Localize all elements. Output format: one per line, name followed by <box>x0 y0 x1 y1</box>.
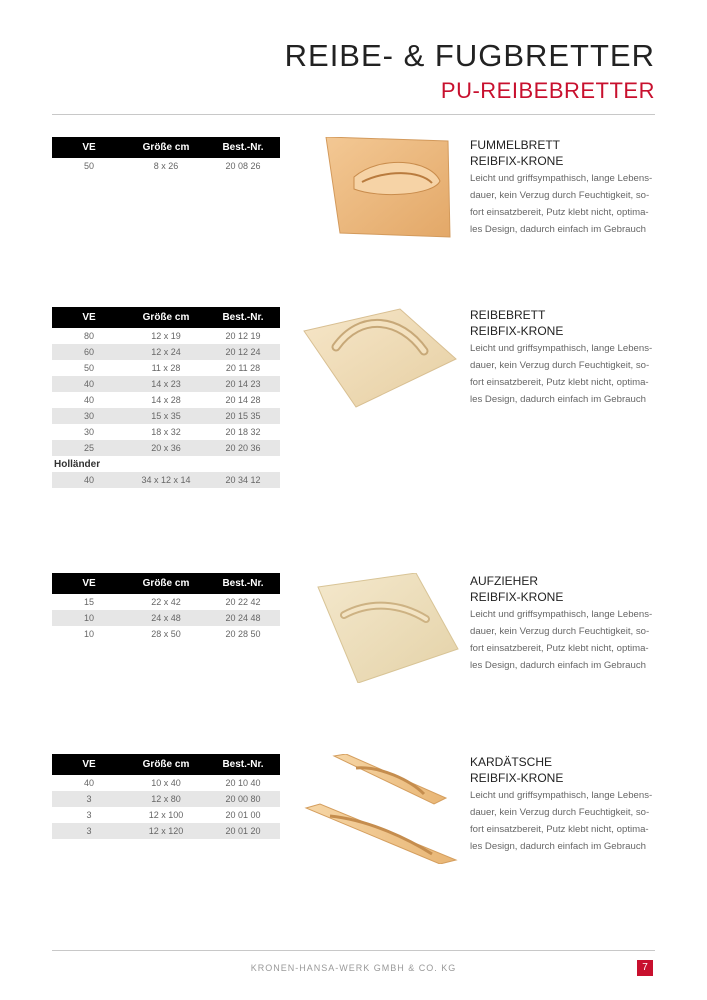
product-table <box>52 307 280 488</box>
product-brand: REIBFIX-KRONE <box>470 771 564 785</box>
reibebrett-image <box>300 307 460 417</box>
cell-order-no: 20 20 36 <box>206 440 280 456</box>
product-description <box>470 787 660 855</box>
cell-size: 14 x 28 <box>151 395 181 405</box>
cell-order-no: 20 12 24 <box>206 344 280 360</box>
page-subtitle: PU-REIBEBRETTER <box>440 78 655 103</box>
cell-size: 20 x 36 <box>126 440 206 456</box>
page-number: 7 <box>637 960 653 976</box>
cell-size: 12 x 19 <box>151 331 181 341</box>
table-row <box>52 408 280 424</box>
column-header-ve: VE <box>52 137 126 158</box>
cell-ve: 30 <box>52 408 126 424</box>
cell-ve: 80 <box>83 331 94 341</box>
table-row <box>52 626 280 642</box>
page-title: REIBE- & FUGBRETTER <box>284 38 655 73</box>
cell-size: 12 x 80 <box>126 791 206 807</box>
cell-ve: 50 <box>83 161 94 171</box>
table-header-row <box>52 573 280 594</box>
product-description <box>470 170 660 238</box>
cell-ve: 25 <box>52 440 126 456</box>
desc-line: Leicht und griffsympathisch, lange Lebens- <box>470 343 653 354</box>
cell-order-no: 20 10 40 <box>225 778 261 788</box>
table-group-row <box>52 456 280 472</box>
desc-line: dauer, kein Verzug durch Feuchtigkeit, so- <box>470 190 650 201</box>
cell-order-no: 20 22 42 <box>225 597 261 607</box>
cell-ve: 10 <box>83 629 94 639</box>
desc-line: dauer, kein Verzug durch Feuchtigkeit, so- <box>470 807 650 818</box>
cell-size: 14 x 23 <box>126 376 206 392</box>
table-header-row <box>52 754 280 775</box>
cell-size: 15 x 35 <box>126 408 206 424</box>
table-header-row <box>52 307 280 328</box>
aufzieher-image <box>300 573 460 683</box>
product-table <box>52 754 280 839</box>
cell-ve: 40 <box>52 472 126 488</box>
column-header-order-no: Best.-Nr. <box>206 307 280 328</box>
cell-size: 8 x 26 <box>153 161 179 171</box>
cell-size: 10 x 40 <box>151 778 181 788</box>
cell-ve: 15 <box>83 597 94 607</box>
column-header-ve: VE <box>52 754 126 775</box>
column-header-ve: VE <box>52 573 126 594</box>
product-table <box>52 573 280 642</box>
product-brand: REIBFIX-KRONE <box>470 154 564 168</box>
group-label: Holländer <box>54 458 101 470</box>
cell-size: 12 x 24 <box>126 344 206 360</box>
footer-divider <box>52 950 655 951</box>
cell-ve: 40 <box>83 395 94 405</box>
column-header-order-no: Best.-Nr. <box>206 137 280 158</box>
column-header-size: Größe cm <box>126 137 206 158</box>
table-row <box>52 791 280 807</box>
cell-size: 18 x 32 <box>151 427 181 437</box>
product-description <box>470 606 660 674</box>
product-name: FUMMELBRETT <box>470 138 560 152</box>
cell-size: 28 x 50 <box>151 629 181 639</box>
table-row <box>52 440 280 456</box>
product-info <box>470 573 660 674</box>
desc-line: fort einsatzbereit, Putz klebt nicht, optima- <box>470 643 649 654</box>
column-header-ve: VE <box>52 307 126 328</box>
table-row <box>52 424 280 440</box>
table-row <box>52 807 280 823</box>
cell-size: 34 x 12 x 14 <box>126 472 206 488</box>
table-row <box>52 392 280 408</box>
column-header-size: Größe cm <box>126 573 206 594</box>
cell-size: 12 x 100 <box>148 810 184 820</box>
cell-order-no: 20 01 20 <box>206 823 280 839</box>
cell-ve: 3 <box>52 823 126 839</box>
desc-line: les Design, dadurch einfach im Gebrauch <box>470 841 646 852</box>
fummelbrett-image <box>300 137 460 247</box>
cell-ve: 60 <box>52 344 126 360</box>
header-divider <box>52 114 655 115</box>
desc-line: fort einsatzbereit, Putz klebt nicht, optima- <box>470 377 649 388</box>
desc-line: dauer, kein Verzug durch Feuchtigkeit, so- <box>470 360 650 371</box>
product-brand: REIBFIX-KRONE <box>470 590 564 604</box>
column-header-size: Größe cm <box>126 754 206 775</box>
cell-ve: 50 <box>83 363 94 373</box>
product-description <box>470 340 660 408</box>
desc-line: fort einsatzbereit, Putz klebt nicht, optima- <box>470 207 649 218</box>
cell-order-no: 20 18 32 <box>225 427 261 437</box>
table-row <box>52 472 280 488</box>
table-row <box>52 775 280 791</box>
table-row <box>52 328 280 344</box>
desc-line: les Design, dadurch einfach im Gebrauch <box>470 660 646 671</box>
table-row <box>52 344 280 360</box>
cell-order-no: 20 11 28 <box>225 363 261 373</box>
desc-line: dauer, kein Verzug durch Feuchtigkeit, so- <box>470 626 650 637</box>
cell-order-no: 20 34 12 <box>206 472 280 488</box>
cell-order-no: 20 08 26 <box>225 161 261 171</box>
cell-ve: 3 <box>52 791 126 807</box>
cell-size: 12 x 120 <box>126 823 206 839</box>
cell-order-no: 20 24 48 <box>206 610 280 626</box>
table-row <box>52 610 280 626</box>
cell-ve: 10 <box>52 610 126 626</box>
product-name: REIBEBRETT <box>470 308 546 322</box>
cell-ve: 40 <box>52 376 126 392</box>
cell-order-no: 20 14 23 <box>206 376 280 392</box>
desc-line: les Design, dadurch einfach im Gebrauch <box>470 224 646 235</box>
footer-company: KRONEN-HANSA-WERK GMBH & CO. KG <box>250 963 457 973</box>
table-header-row <box>52 137 280 158</box>
table-row <box>52 360 280 376</box>
cell-ve: 3 <box>86 810 92 820</box>
cell-size: 11 x 28 <box>151 363 181 373</box>
desc-line: Leicht und griffsympathisch, lange Lebens- <box>470 173 653 184</box>
product-name: AUFZIEHER <box>470 574 539 588</box>
kardaetsche-image <box>300 754 460 864</box>
column-header-order-no: Best.-Nr. <box>206 573 280 594</box>
desc-line: les Design, dadurch einfach im Gebrauch <box>470 394 646 405</box>
product-name: KARDÄTSCHE <box>470 755 553 769</box>
product-info <box>470 307 660 408</box>
cell-size: 22 x 42 <box>151 597 181 607</box>
cell-order-no: 20 14 28 <box>225 395 261 405</box>
cell-order-no: 20 00 80 <box>206 791 280 807</box>
product-info <box>470 754 660 855</box>
table-row <box>52 158 280 174</box>
column-header-order-no: Best.-Nr. <box>206 754 280 775</box>
column-header-size: Größe cm <box>126 307 206 328</box>
product-table <box>52 137 280 174</box>
cell-order-no: 20 28 50 <box>225 629 261 639</box>
desc-line: fort einsatzbereit, Putz klebt nicht, optima- <box>470 824 649 835</box>
desc-line: Leicht und griffsympathisch, lange Lebens- <box>470 790 653 801</box>
cell-order-no: 20 01 00 <box>225 810 261 820</box>
cell-size: 24 x 48 <box>126 610 206 626</box>
cell-order-no: 20 15 35 <box>206 408 280 424</box>
cell-order-no: 20 12 19 <box>225 331 261 341</box>
desc-line: Leicht und griffsympathisch, lange Lebens- <box>470 609 653 620</box>
table-row <box>52 823 280 839</box>
cell-ve: 30 <box>83 427 94 437</box>
product-info <box>470 137 660 238</box>
product-brand: REIBFIX-KRONE <box>470 324 564 338</box>
cell-ve: 40 <box>83 778 94 788</box>
table-row <box>52 376 280 392</box>
table-row <box>52 594 280 610</box>
